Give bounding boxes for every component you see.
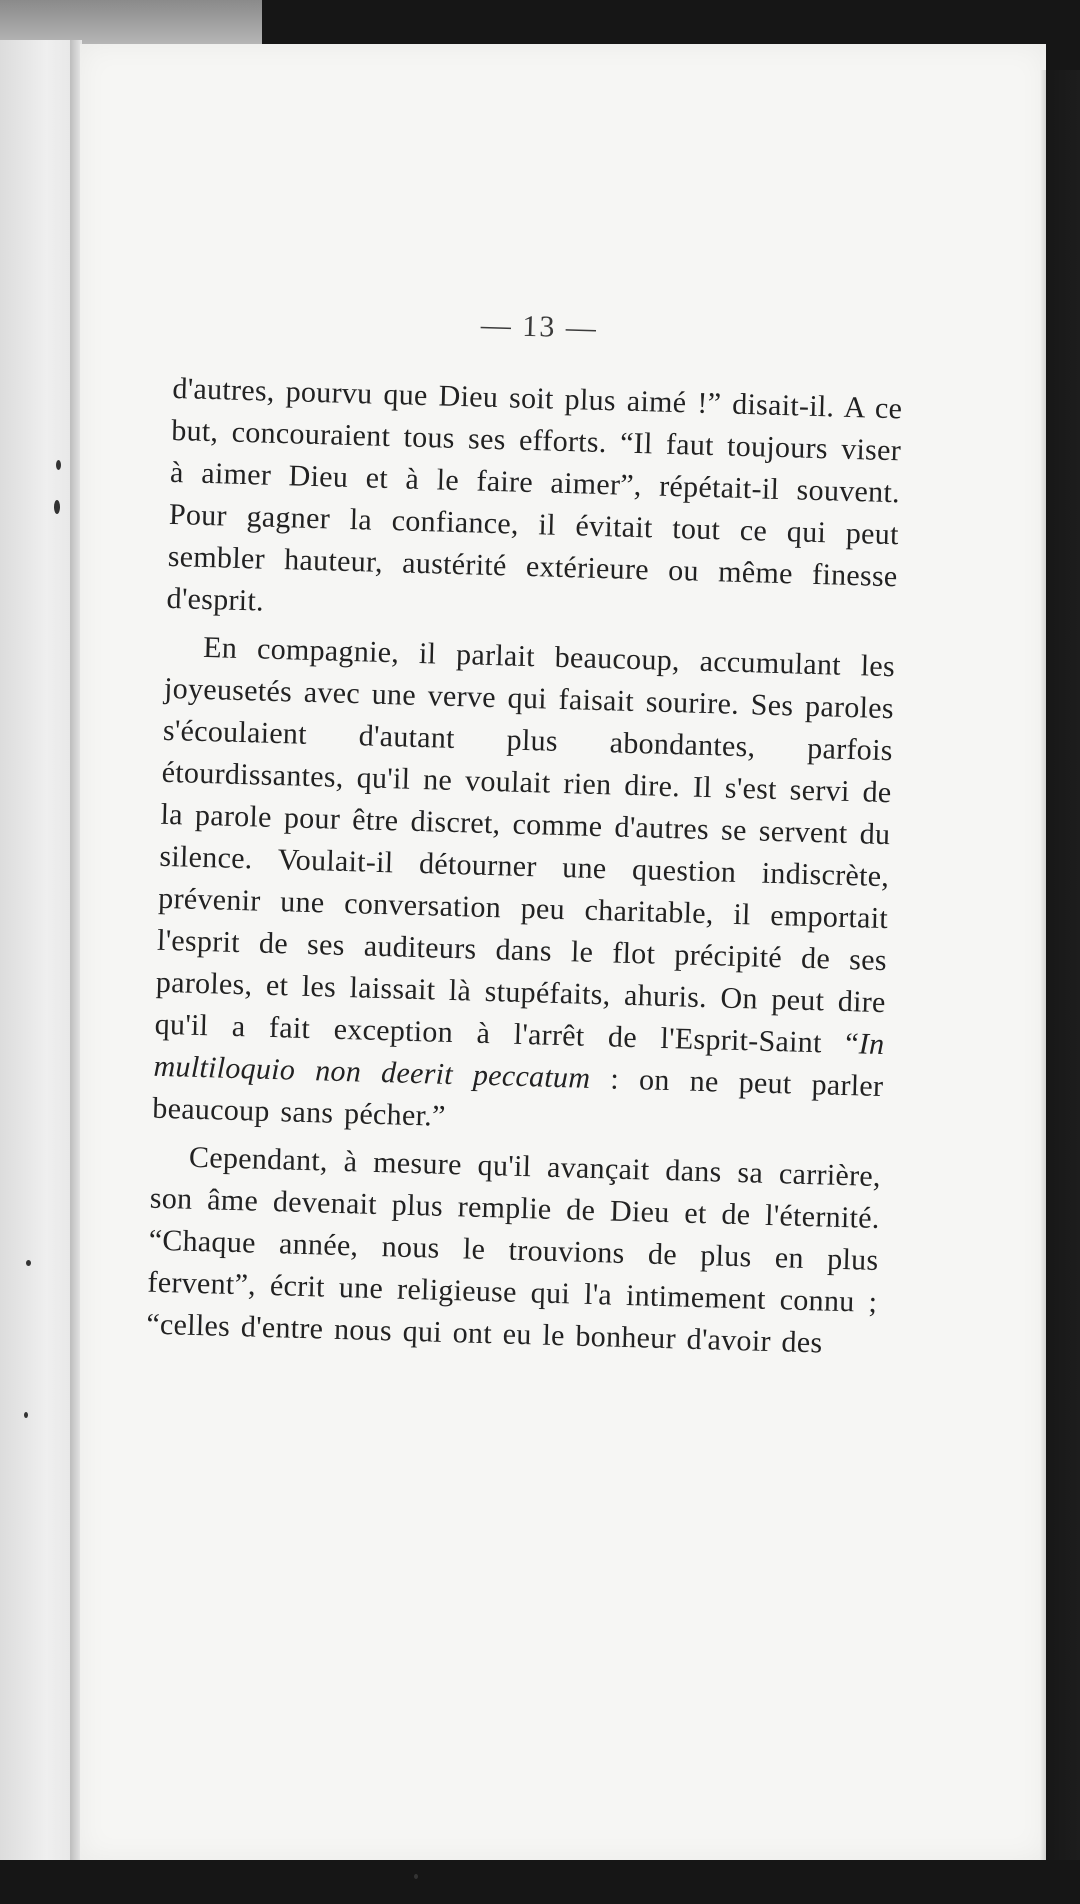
latin-quotation: In multiloquio non deerit peccatum [153,1027,885,1095]
dust-speck [26,1260,31,1266]
dust-speck [414,1874,418,1879]
dust-speck [56,460,61,470]
paragraph-2-text: En compagnie, il parlait beaucoup, accumulant les joyeusetés avec une verve qui faisait sourire. Ses paroles s'écoulaient d'autant plus abondantes, parfois étourdissantes, qu'il ne voulait rien dire. Il s'est servi de la parole pour être discret, comme d'autres se servent du silence. Voulait-il détourner une question indiscrète, prévenir une conversation peu charitable, il emportait l'esprit de ses auditeurs dans le flot précipité de ses paroles, et les laissait là stupéfaits, ahuris. On peut dire qu'il a fait exception à l'arrêt de l'Esprit-Saint “ [154,630,896,1061]
dust-speck [24,1412,28,1418]
page-edge-shadow [1040,70,1080,1860]
adjacent-page-edge [0,40,78,1860]
paragraph-2 [152,626,896,1150]
paragraph-3 [146,1136,882,1366]
paragraph-2-text-end: : on ne peut parler beaucoup sans pécher.” [151,1061,884,1133]
page-text-block [146,300,905,1366]
page-number: — 13 — [480,308,599,345]
paragraph-1 [166,368,903,640]
paragraph-3-text: Cependant, à mesure qu'il avançait dans sa carrière, son âme devenait plus remplie de Dieu et de l'éternité. “Chaque année, nous le trouvions de plus en plus fervent”, écrit une religieuse qui l'a intimement connu ; “celles d'entre nous qui ont eu le bonheur d'avoir des [145,1140,882,1360]
paragraph-1-text: d'autres, pourvu que Dieu soit plus aimé !” disait-il. A ce but, concouraient tous ses efforts. “Il faut toujours viser à aimer Dieu et à le faire aimer”, répétait-il souvent. Pour gagner la confiance, il évitait tout ce qui peut sembler hauteur, austérité extérieure ou même finesse d'esprit. [166,371,903,618]
dust-speck [54,500,60,514]
